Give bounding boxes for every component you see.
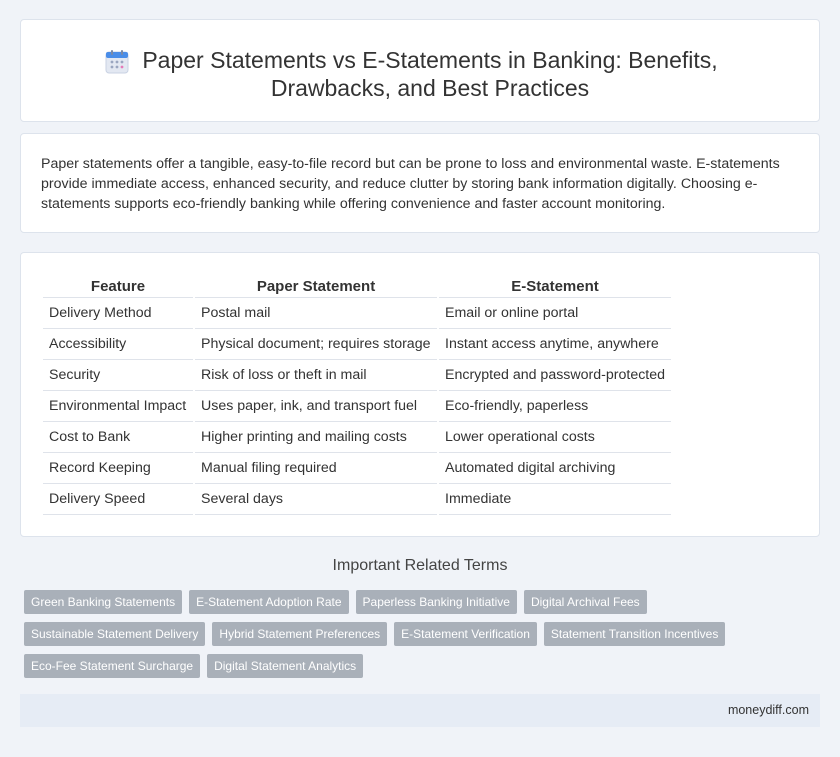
table-row <box>43 329 671 360</box>
table-cell: Immediate <box>439 484 671 515</box>
table-cell: Instant access anytime, anywhere <box>439 329 671 360</box>
table-cell: Encrypted and password-protected <box>439 360 671 391</box>
tag-row <box>24 622 804 646</box>
intro-card <box>20 133 820 233</box>
table-row <box>43 453 671 484</box>
related-term-tag[interactable]: Eco-Fee Statement Surcharge <box>24 654 200 678</box>
table-cell: Email or online portal <box>439 298 671 329</box>
table-row <box>43 360 671 391</box>
table-header-row <box>43 276 671 298</box>
related-term-tag[interactable]: Digital Statement Analytics <box>207 654 363 678</box>
comparison-card <box>20 252 820 537</box>
table-row <box>43 391 671 422</box>
related-term-tag[interactable]: E-Statement Verification <box>394 622 537 646</box>
table-cell: Cost to Bank <box>43 422 193 453</box>
related-term-tag[interactable]: Hybrid Statement Preferences <box>212 622 387 646</box>
footer-site-link[interactable]: moneydiff.com <box>727 703 809 717</box>
page-title: Paper Statements vs E-Statements in Banking: Benefits, Drawbacks, and Best Practices <box>142 47 718 101</box>
table-cell: Environmental Impact <box>43 391 193 422</box>
table-cell: Accessibility <box>43 329 193 360</box>
related-term-tag[interactable]: Paperless Banking Initiative <box>356 590 517 614</box>
table-cell: Several days <box>195 484 437 515</box>
table-row <box>43 484 671 515</box>
related-terms-list <box>24 590 804 686</box>
table-cell: Higher printing and mailing costs <box>195 422 437 453</box>
table-cell: Automated digital archiving <box>439 453 671 484</box>
table-cell: Postal mail <box>195 298 437 329</box>
table-cell: Physical document; requires storage <box>195 329 437 360</box>
related-term-tag[interactable]: Digital Archival Fees <box>524 590 647 614</box>
title-card <box>20 19 820 122</box>
table-cell: Security <box>43 360 193 391</box>
header-paper: Paper Statement <box>195 276 437 298</box>
table-cell: Lower operational costs <box>439 422 671 453</box>
related-term-tag[interactable]: E-Statement Adoption Rate <box>189 590 348 614</box>
table-cell: Record Keeping <box>43 453 193 484</box>
tag-row <box>24 590 804 614</box>
calendar-icon <box>104 49 130 75</box>
table-cell: Delivery Speed <box>43 484 193 515</box>
table-cell: Risk of loss or theft in mail <box>195 360 437 391</box>
related-term-tag[interactable]: Green Banking Statements <box>24 590 182 614</box>
comparison-table <box>41 276 673 515</box>
header-estatement: E-Statement <box>439 276 671 298</box>
header-feature: Feature <box>43 276 193 298</box>
related-term-tag[interactable]: Sustainable Statement Delivery <box>24 622 205 646</box>
table-row <box>43 298 671 329</box>
table-cell: Uses paper, ink, and transport fuel <box>195 391 437 422</box>
table-row <box>43 422 671 453</box>
intro-text: Paper statements offer a tangible, easy-to-file record but can be prone to loss and environmental waste. E-statements provide immediate access, enhanced security, and reduce clutter by storing bank information digitally. Choosing e-statements supports eco-friendly banking while offering convenience and faster account monitoring. <box>41 156 780 212</box>
footer <box>20 694 820 727</box>
tag-row <box>24 654 804 678</box>
title-wrap <box>21 46 819 102</box>
related-term-tag[interactable]: Statement Transition Incentives <box>544 622 725 646</box>
table-cell: Eco-friendly, paperless <box>439 391 671 422</box>
table-cell: Manual filing required <box>195 453 437 484</box>
table-cell: Delivery Method <box>43 298 193 329</box>
related-terms-title: Important Related Terms <box>332 557 508 574</box>
